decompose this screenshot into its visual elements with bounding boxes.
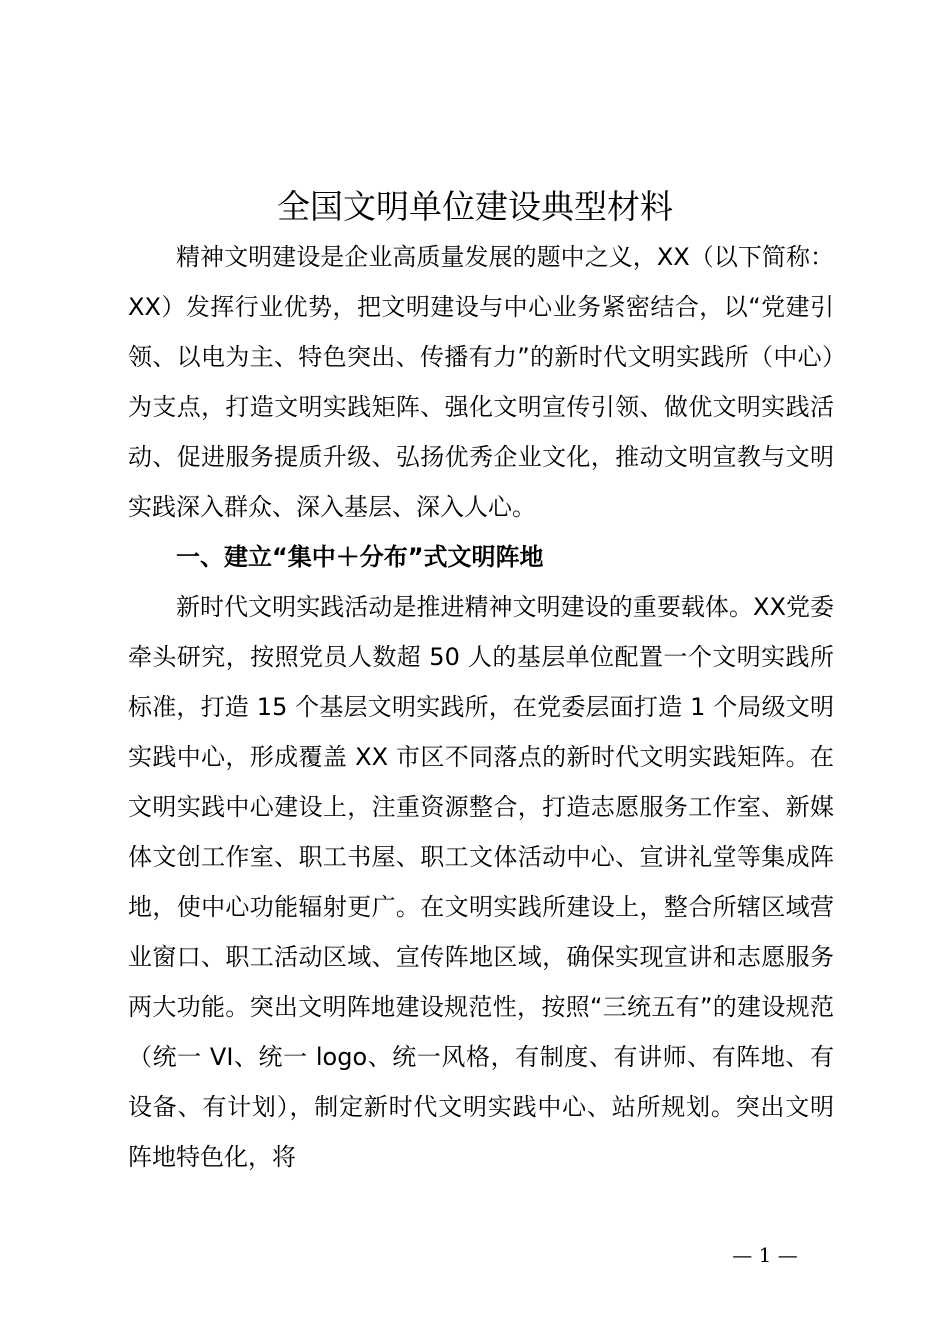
document-body xyxy=(128,232,834,1182)
intro-paragraph: 精神文明建设是企业高质量发展的题中之义，XX（以下简称：XX）发挥行业优势，把文明建设与中心业务紧密结合，以“党建引领、以电为主、特色突出、传播有力”的新时代文明实践所（中心）为支点，打造文明实践矩阵、强化文明宣传引领、做优文明实践活动、促进服务提质升级、弘扬优秀企业文化，推动文明宣教与文明实践深入群众、深入基层、深入人心。 xyxy=(128,243,834,521)
section-heading: 一、建立“集中＋分布”式文明阵地 xyxy=(176,543,544,571)
document-title: 全国文明单位建设典型材料 xyxy=(277,187,673,226)
page-number: — 1 — xyxy=(732,1243,798,1267)
section-paragraph: 新时代文明实践活动是推进精神文明建设的重要载体。XX党委牵头研究，按照党员人数超 50 人的基层单位配置一个文明实践所标准，打造 15 个基层文明实践所，在党委层面打造 1 个局级文明实践中心，形成覆盖 XX 市区不同落点的新时代文明实践矩阵。在文明实践中心建设上，注重资源整合，打造志愿服务工作室、新媒体文创工作室、职工书屋、职工文体活动中心、宣讲礼堂等集成阵地，使中心功能辐射更广。在文明实践所建设上，整合所辖区域营业窗口、职工活动区域、宣传阵地区域，确保实现宣讲和志愿服务两大功能。突出文明阵地建设规范性，按照“三统五有”的建设规范（统一 VI、统一 logo、统一风格，有制度、有讲师、有阵地、有设备、有计划），制定新时代文明实践中心、站所规划。突出文明阵地特色化，将 xyxy=(128,593,834,1171)
